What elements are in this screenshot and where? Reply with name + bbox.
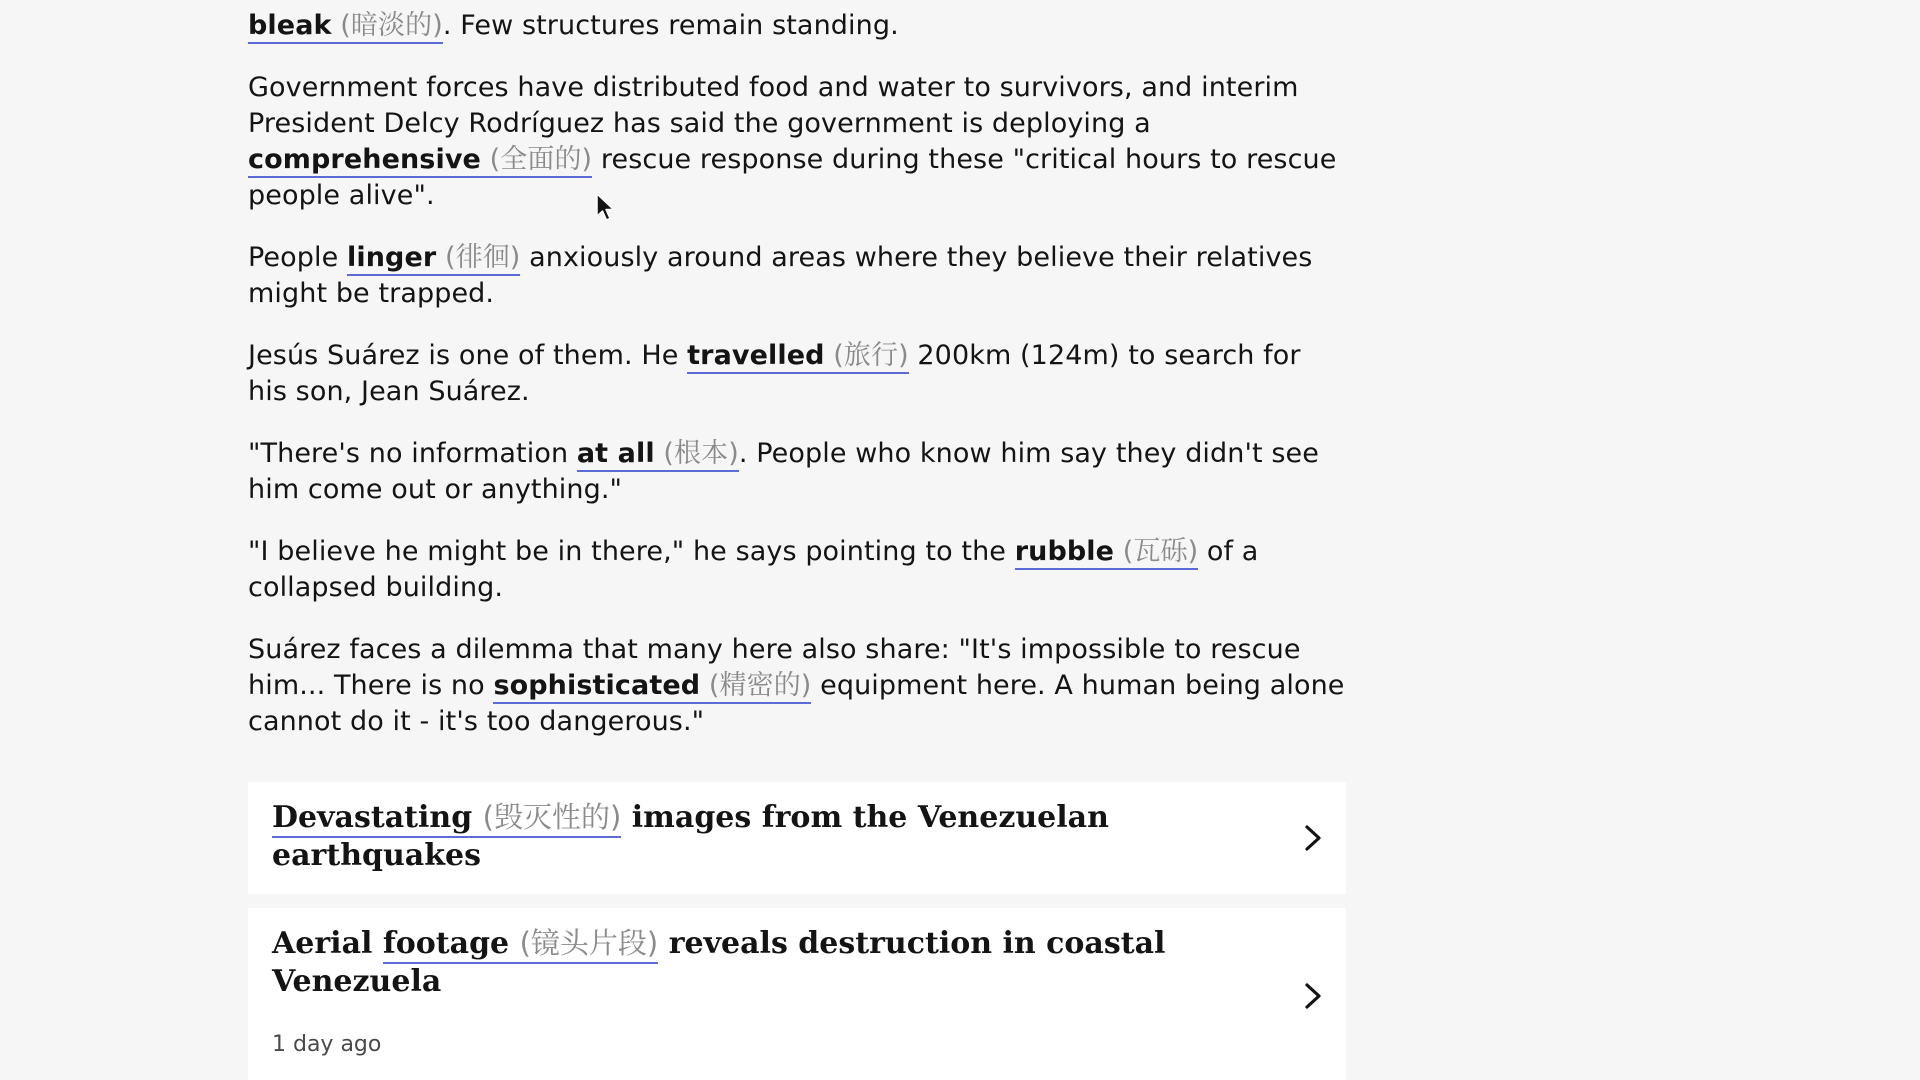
mouse-pointer-icon (595, 193, 617, 223)
timestamp: 1 day ago (272, 1032, 382, 1057)
paragraph-text: "There's no information (248, 438, 577, 469)
vocab-word-comprehensive[interactable] (248, 144, 592, 178)
title-text: images from the Venezuelan earthquakes (272, 800, 1109, 873)
article-paragraph (248, 8, 1348, 44)
vocab-word: footage (382, 926, 510, 961)
vocab-translation: (根本) (663, 438, 739, 469)
vocab-translation: (全面的) (489, 144, 593, 175)
paragraph-text: rescue response during these "critical hours to rescue people alive". (248, 144, 1337, 211)
article-paragraph (248, 338, 1348, 410)
paragraph-text: Suárez faces a dilemma that many here also share: "It's impossible to rescue him... There is no (248, 634, 1301, 701)
vocab-word-linger[interactable] (347, 242, 520, 276)
related-article-card[interactable] (248, 908, 1346, 1080)
vocab-word: linger (346, 242, 437, 273)
paragraph-text: . Few structures remain standing. (442, 10, 899, 41)
paragraph-text: Government forces have distributed food and water to survivors, and interim President Delcy Rodríguez has said the government is deploying a (248, 72, 1299, 139)
paragraph-text: Jesús Suárez is one of them. He (248, 340, 688, 371)
chevron-right-icon (1296, 821, 1330, 855)
vocab-word-sophisticated[interactable] (493, 670, 811, 704)
vocab-word-bleak[interactable] (248, 10, 443, 44)
paragraph-text: 200km (124m) to search for his son, Jean Suárez. (248, 340, 1301, 407)
vocab-translation: (瓦砾) (1122, 536, 1199, 567)
vocab-word: comprehensive (248, 144, 481, 175)
title-text: reveals destruction in coastal Venezuela (272, 926, 1166, 999)
vocab-word: rubble (1014, 536, 1115, 567)
chevron-right-icon (1296, 979, 1330, 1013)
vocab-translation: (镜头片段) (519, 926, 659, 960)
vocab-word-travelled[interactable] (687, 340, 909, 374)
related-article-card[interactable] (248, 782, 1346, 894)
vocab-translation: (暗淡的) (340, 10, 443, 41)
title-text: Aerial (272, 926, 383, 961)
paragraph-text: equipment here. A human being alone cannot do it - it's too dangerous." (248, 670, 1345, 737)
related-article-title (272, 798, 1212, 875)
vocab-word: travelled (687, 340, 825, 371)
vocab-translation: (徘徊) (444, 242, 521, 273)
vocab-word: Devastating (272, 800, 473, 835)
vocab-translation: (精密的) (708, 670, 812, 701)
article-paragraph (248, 70, 1348, 214)
vocab-word-devastating[interactable] (272, 800, 621, 838)
vocab-word: at all (576, 438, 655, 469)
vocab-word: bleak (248, 10, 332, 41)
vocab-word-rubble[interactable] (1015, 536, 1199, 570)
vocab-word-footage[interactable] (383, 926, 658, 964)
paragraph-text: of a collapsed building. (248, 536, 1259, 603)
paragraph-text: anxiously around areas where they believe their relatives might be trapped. (248, 242, 1313, 309)
vocab-word-at-all[interactable] (577, 438, 739, 472)
vocab-word: sophisticated (493, 670, 701, 701)
related-article-title (272, 924, 1212, 1001)
article-paragraph (248, 436, 1348, 508)
article-paragraph (248, 534, 1348, 606)
paragraph-text: . People who know him say they didn't see him come out or anything." (248, 438, 1319, 505)
vocab-translation: (毁灭性的) (482, 800, 622, 834)
paragraph-text: People (248, 242, 347, 273)
paragraph-text: "I believe he might be in there," he says pointing to the (248, 536, 1015, 567)
vocab-translation: (旅行) (833, 340, 909, 371)
article-paragraph (248, 240, 1348, 312)
article-paragraph (248, 632, 1348, 740)
